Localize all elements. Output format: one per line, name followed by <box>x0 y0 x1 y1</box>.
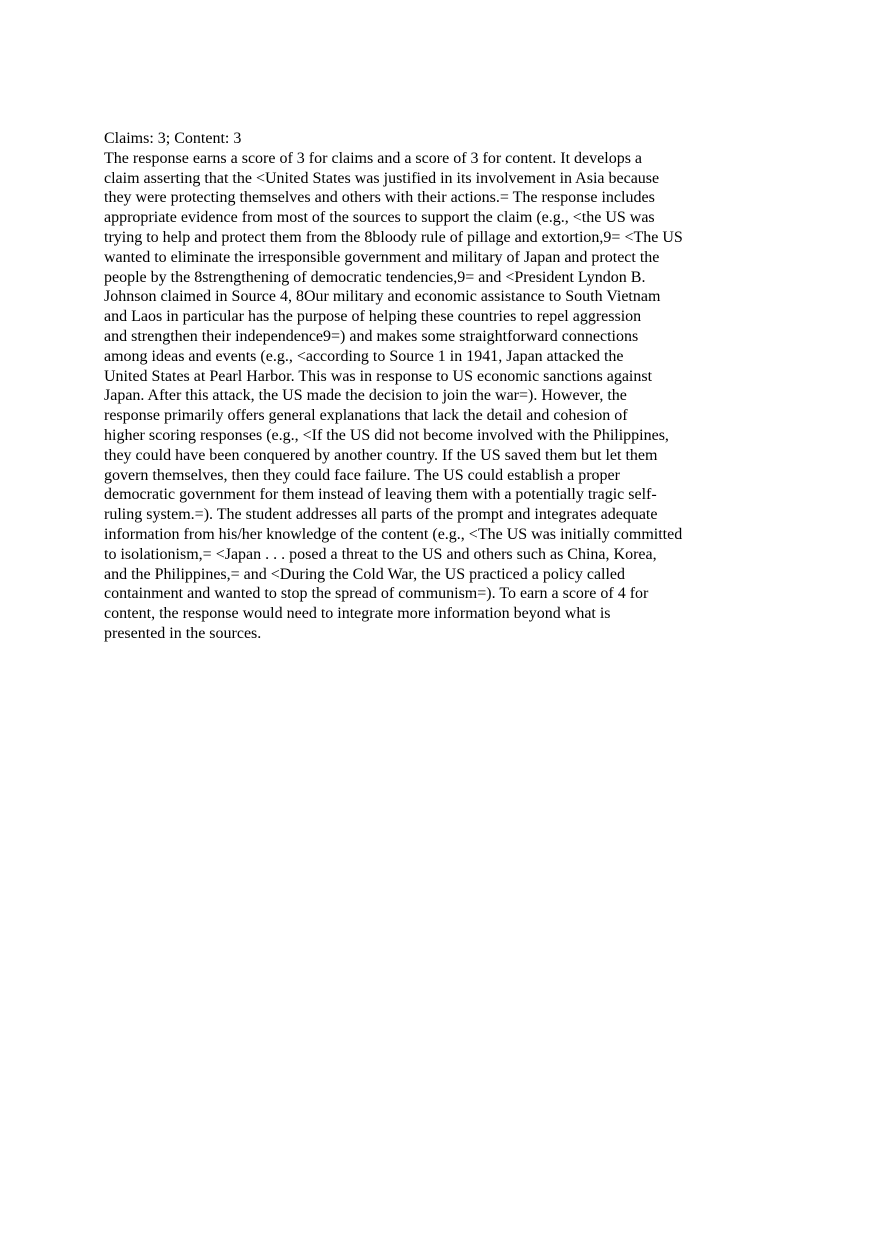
commentary-line: higher scoring responses (e.g., <If the US did not become involved with the Philippines, <box>104 426 669 444</box>
commentary-line: they could have been conquered by another country. If the US saved them but let them <box>104 446 658 464</box>
commentary-line: The response earns a score of 3 for claims and a score of 3 for content. It develops a <box>104 149 643 167</box>
commentary-line: and the Philippines,= and <During the Cold War, the US practiced a policy called <box>104 565 626 583</box>
commentary-line: Johnson claimed in Source 4, 8Our military and economic assistance to South Vietnam <box>104 288 661 306</box>
commentary-line: response primarily offers general explanations that lack the detail and cohesion of <box>104 407 628 425</box>
commentary-line: to isolationism,= <Japan . . . posed a threat to the US and others such as China, Korea, <box>104 545 657 563</box>
commentary-line: among ideas and events (e.g., <according to Source 1 in 1941, Japan attacked the <box>104 347 624 365</box>
commentary-line: they were protecting themselves and others with their actions.= The response includes <box>104 189 655 207</box>
commentary-line: claim asserting that the <United States was justified in its involvement in Asia because <box>104 169 660 187</box>
score-heading: Claims: 3; Content: 3 <box>104 130 242 147</box>
commentary-line: govern themselves, then they could face failure. The US could establish a proper <box>104 466 620 484</box>
commentary-line: trying to help and protect them from the 8bloody rule of pillage and extortion,9= <The US <box>104 228 683 246</box>
commentary-line: and strengthen their independence9=) and makes some straightforward connections <box>104 327 639 345</box>
commentary-line: content, the response would need to integrate more information beyond what is <box>104 605 611 623</box>
commentary-line: and Laos in particular has the purpose of helping these countries to repel aggression <box>104 308 642 326</box>
commentary-line: wanted to eliminate the irresponsible government and military of Japan and protect the <box>104 248 660 266</box>
commentary-line: appropriate evidence from most of the sources to support the claim (e.g., <the US was <box>104 209 655 227</box>
commentary-line: information from his/her knowledge of the content (e.g., <The US was initially committed <box>104 525 683 543</box>
commentary-line: democratic government for them instead of leaving them with a potentially tragic self- <box>104 486 657 504</box>
commentary-line: people by the 8strengthening of democratic tendencies,9= and <President Lyndon B. <box>104 268 646 286</box>
commentary-line: United States at Pearl Harbor. This was in response to US economic sanctions against <box>104 367 653 385</box>
commentary-line: ruling system.=). The student addresses all parts of the prompt and integrates adequate <box>104 506 658 524</box>
scoring-commentary <box>104 129 764 644</box>
commentary-line: presented in the sources. <box>104 624 262 642</box>
commentary-line: Japan. After this attack, the US made the decision to join the war=). However, the <box>104 387 627 405</box>
commentary-line: containment and wanted to stop the spread of communism=). To earn a score of 4 for <box>104 585 649 603</box>
